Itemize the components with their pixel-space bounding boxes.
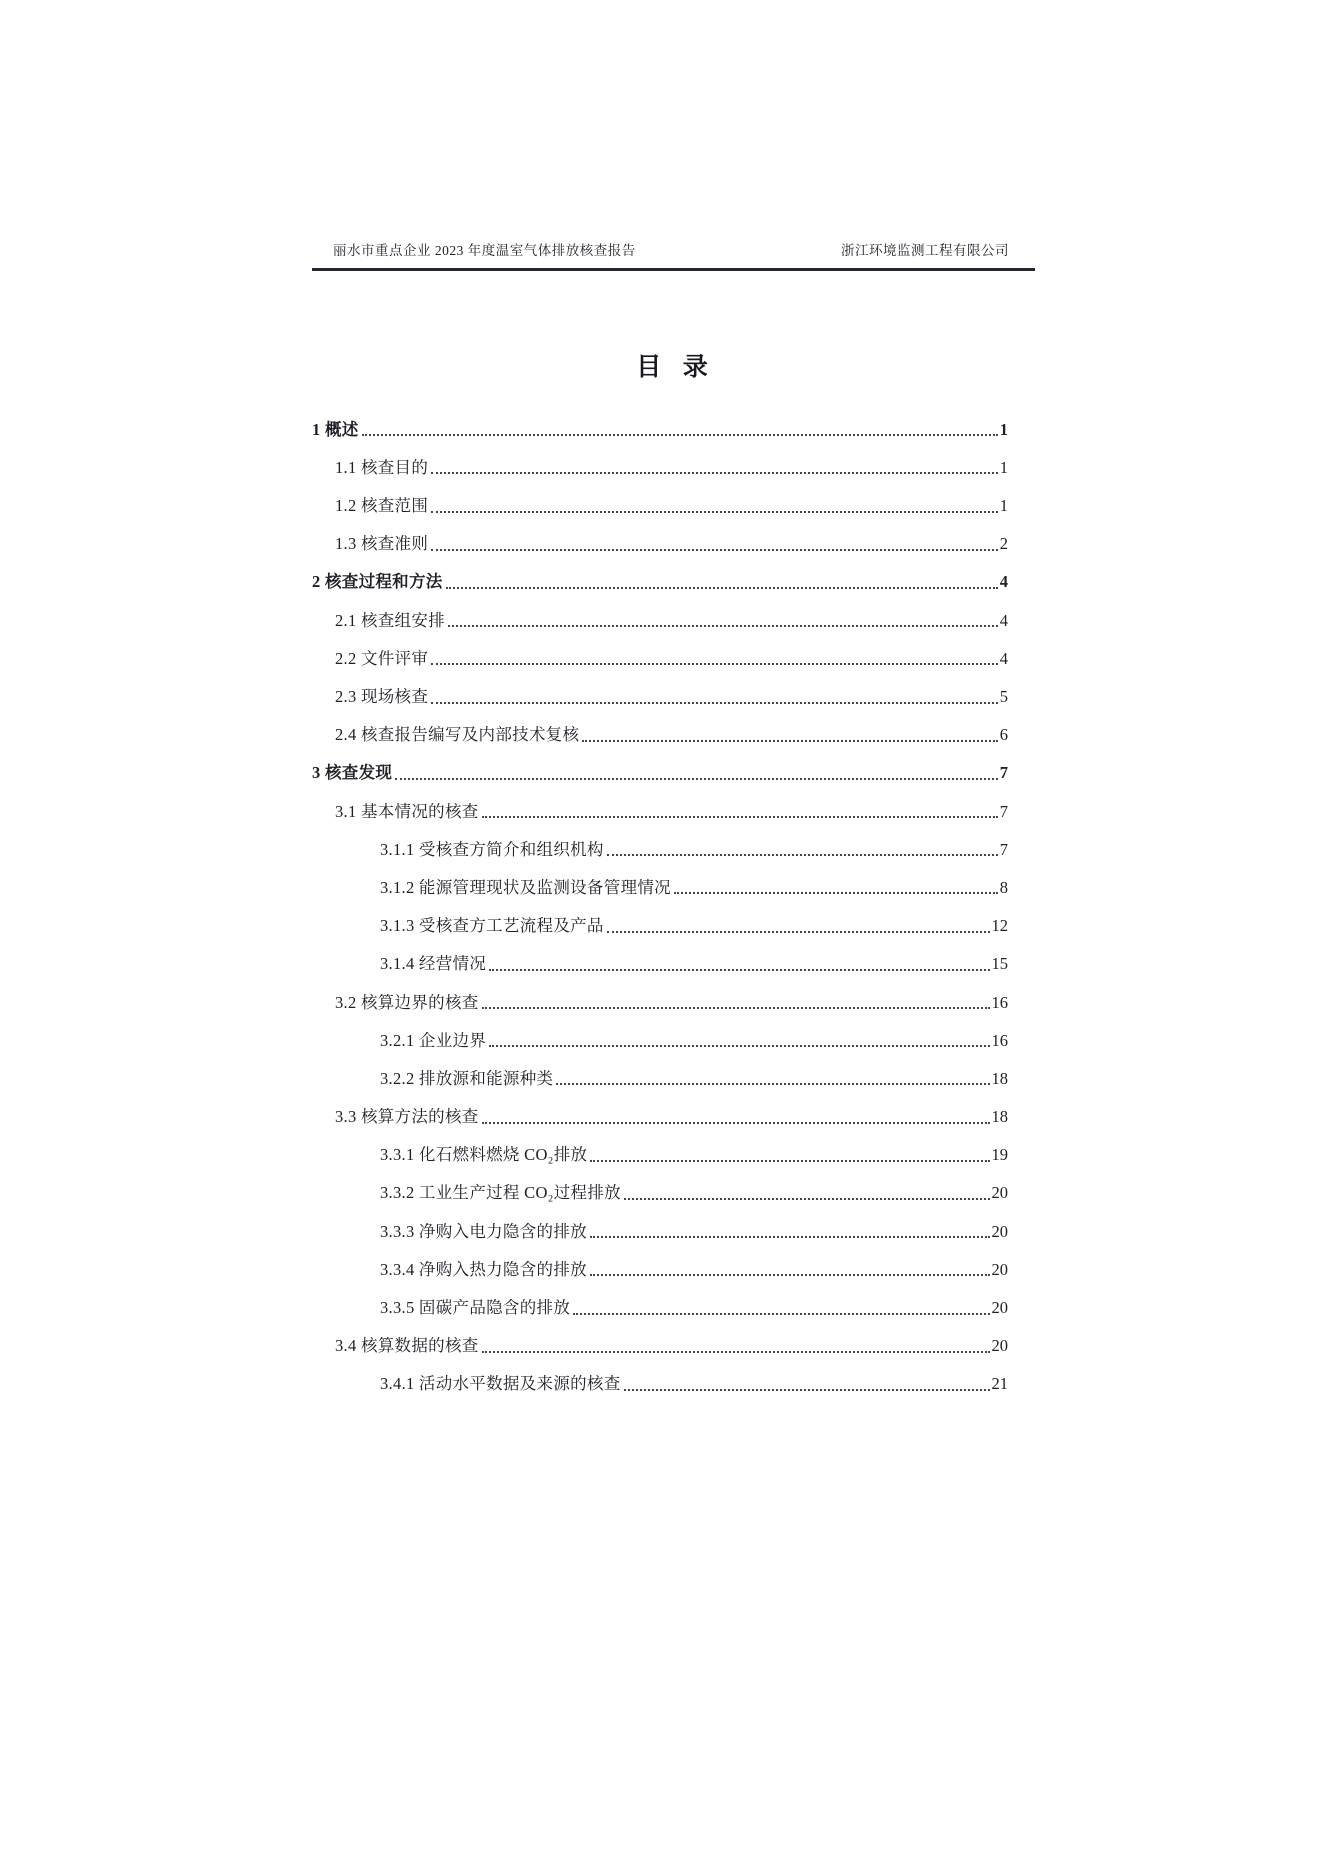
toc-entry-label: 3.4.1 活动水平数据及来源的核查	[380, 1374, 621, 1394]
toc-leader-dots	[431, 663, 998, 665]
toc-leader-dots	[482, 816, 998, 818]
toc-title: 目 录	[636, 354, 711, 381]
toc-entry	[312, 1245, 1008, 1283]
toc-leader-dots	[431, 472, 998, 474]
toc-entry-page: 20	[991, 1336, 1008, 1356]
toc-entry	[312, 672, 1008, 710]
toc-entry-page: 20	[991, 1221, 1008, 1241]
toc-entry-label: 3.3 核算方法的核查	[335, 1107, 479, 1127]
toc-entry-page: 19	[991, 1145, 1008, 1165]
toc-entry-label: 3.1.2 能源管理现状及监测设备管理情况	[380, 877, 671, 897]
toc-leader-dots	[624, 1389, 990, 1391]
toc-entry-label: 3.3.3 净购入电力隐含的排放	[380, 1221, 587, 1241]
toc-entry-label: 3.3.4 净购入热力隐含的排放	[380, 1259, 587, 1279]
toc-entry	[312, 749, 1008, 787]
toc-entry-page: 20	[991, 1259, 1008, 1279]
toc-leader-dots	[590, 1274, 990, 1276]
toc-entry-page: 5	[999, 687, 1008, 706]
toc-entry	[312, 1360, 1008, 1398]
toc-entry	[312, 520, 1008, 558]
toc-entry-page: 18	[991, 1107, 1008, 1127]
toc-entry	[312, 901, 1008, 939]
toc-list	[312, 405, 1008, 1398]
toc-entry	[312, 1169, 1008, 1207]
toc-entry	[312, 558, 1008, 596]
toc-entry	[312, 1322, 1008, 1360]
toc-entry-page: 1	[999, 419, 1008, 439]
toc-entry-label: 3.4 核算数据的核查	[335, 1336, 479, 1356]
toc-entry-page: 7	[999, 839, 1008, 859]
toc-entry-page: 4	[999, 572, 1008, 592]
toc-entry-label: 2.4 核查报告编写及内部技术复核	[335, 725, 580, 745]
toc-entry	[312, 634, 1008, 672]
toc-entry-page: 12	[991, 916, 1008, 936]
toc-leader-dots	[446, 587, 998, 589]
toc-entry-page: 16	[991, 1030, 1008, 1050]
toc-entry-page: 7	[999, 801, 1008, 821]
toc-entry-page: 18	[991, 1068, 1008, 1088]
toc-entry-label: 2.3 现场核查	[335, 687, 429, 706]
toc-entry-page: 20	[991, 1183, 1008, 1203]
toc-entry	[312, 1283, 1008, 1321]
toc-entry-label: 2 核查过程和方法	[312, 572, 443, 592]
toc-leader-dots	[489, 1045, 989, 1047]
toc-entry-page: 4	[999, 648, 1008, 668]
toc-entry-page: 6	[999, 725, 1008, 745]
toc-entry-label: 3.1 基本情况的核查	[335, 801, 479, 821]
toc-entry	[312, 940, 1008, 978]
toc-entry	[312, 787, 1008, 825]
toc-leader-dots	[431, 702, 998, 704]
document-page	[312, 0, 1035, 1398]
toc-entry-page: 20	[991, 1298, 1008, 1317]
toc-entry	[312, 443, 1008, 481]
toc-entry-label: 3.2 核算边界的核查	[335, 992, 479, 1012]
toc-leader-dots	[448, 625, 998, 627]
toc-entry	[312, 863, 1008, 901]
toc-entry-page: 1	[999, 457, 1008, 477]
toc-entry	[312, 596, 1008, 634]
toc-entry-page: 2	[999, 534, 1008, 554]
toc-leader-dots	[431, 549, 998, 551]
toc-entry-label: 3.1.3 受核查方工艺流程及产品	[380, 916, 604, 936]
toc-entry-label: 3.2.2 排放源和能源种类	[380, 1068, 554, 1088]
toc-leader-dots	[482, 1122, 990, 1124]
toc-leader-dots	[607, 854, 998, 856]
toc-entry-page: 8	[999, 877, 1008, 897]
toc-entry-label: 3.3.1 化石燃料燃烧 CO₂排放	[380, 1145, 588, 1165]
toc-entry-label: 3 核查发现	[312, 763, 393, 783]
toc-entry-label: 3.3.5 固碳产品隐含的排放	[380, 1298, 571, 1317]
toc-entry-label: 1 概述	[312, 419, 359, 439]
toc-leader-dots	[582, 740, 997, 742]
toc-entry	[312, 711, 1008, 749]
toc-entry-label: 3.1.4 经营情况	[380, 954, 487, 974]
toc-entry-page: 7	[999, 763, 1008, 783]
toc-leader-dots	[590, 1236, 990, 1238]
toc-entry	[312, 1054, 1008, 1092]
toc-entry	[312, 481, 1008, 519]
toc-leader-dots	[482, 1007, 990, 1009]
toc-entry	[312, 978, 1008, 1016]
toc-entry	[312, 405, 1008, 443]
toc-entry-label: 3.2.1 企业边界	[380, 1030, 487, 1050]
toc-entry-label: 3.1.1 受核查方简介和组织机构	[380, 839, 604, 859]
toc-entry-label: 1.2 核查范围	[335, 496, 429, 516]
toc-entry	[312, 1092, 1008, 1130]
toc-leader-dots	[556, 1083, 989, 1085]
toc-entry-page: 15	[991, 954, 1008, 974]
toc-entry-label: 2.2 文件评审	[335, 648, 429, 668]
toc-leader-dots	[395, 778, 998, 780]
toc-entry-label: 3.3.2 工业生产过程 CO₂过程排放	[380, 1183, 621, 1203]
toc-leader-dots	[482, 1351, 990, 1353]
header-report-title: 丽水市重点企业 2023 年度温室气体排放核查报告	[333, 243, 636, 258]
toc-entry	[312, 825, 1008, 863]
toc-leader-dots	[674, 892, 998, 894]
toc-entry	[312, 1207, 1008, 1245]
page-header	[312, 242, 1035, 271]
toc-entry-page: 4	[999, 610, 1008, 630]
toc-entry	[312, 1016, 1008, 1054]
toc-entry-label: 1.3 核查准则	[335, 534, 429, 554]
toc-leader-dots	[573, 1313, 989, 1315]
toc-entry	[312, 1131, 1008, 1169]
toc-leader-dots	[431, 511, 998, 513]
toc-entry-page: 21	[991, 1374, 1008, 1394]
toc-leader-dots	[607, 931, 990, 933]
toc-leader-dots	[590, 1160, 989, 1162]
header-company-name: 浙江环境监测工程有限公司	[841, 243, 1009, 258]
toc-entry-label: 1.1 核查目的	[335, 457, 429, 477]
toc-entry-page: 1	[999, 496, 1008, 516]
toc-leader-dots	[489, 969, 989, 971]
toc-entry-label: 2.1 核查组安排	[335, 610, 445, 630]
toc-leader-dots	[624, 1198, 990, 1200]
toc-leader-dots	[362, 434, 998, 436]
toc-entry-page: 16	[991, 992, 1008, 1012]
